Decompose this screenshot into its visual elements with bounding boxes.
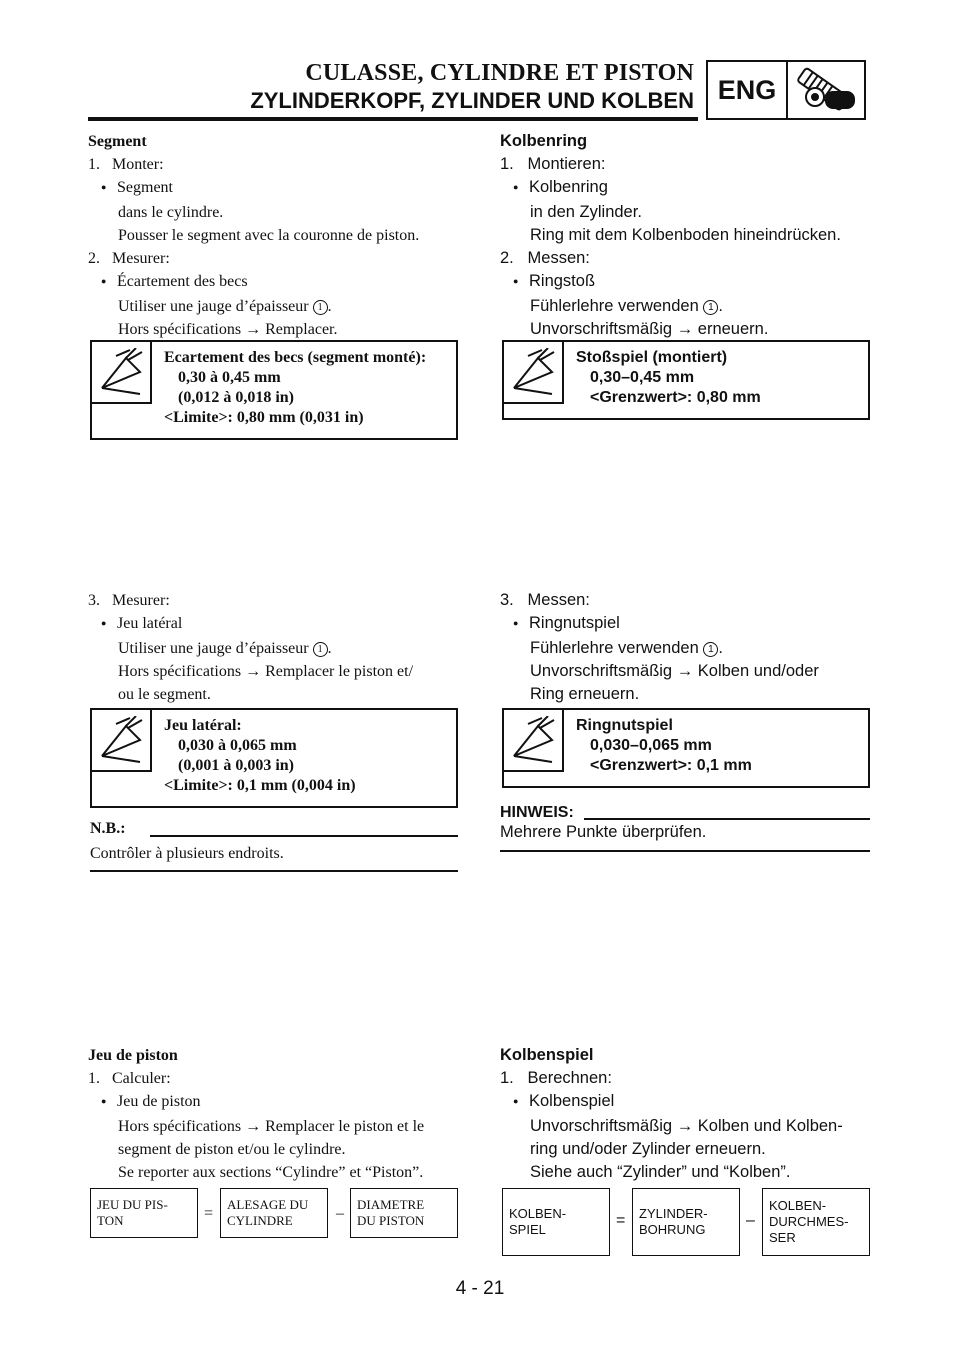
feeler-gauge-icon	[504, 342, 564, 404]
formula-minus: –	[746, 1212, 755, 1229]
step-number: 2.	[500, 249, 514, 267]
bullet-icon	[101, 176, 117, 201]
de-note-label: HINWEIS:	[500, 804, 574, 821]
step-label: Monter:	[112, 156, 164, 173]
bullet-text: Ringstoß	[529, 272, 596, 290]
bullet-text: Jeu latéral	[117, 615, 183, 632]
step-text: Hors spécifications → Remplacer le piston et le	[118, 1118, 425, 1135]
step-text: Pousser le segment avec la couronne de piston.	[118, 227, 420, 244]
feeler-gauge-icon	[92, 342, 152, 404]
header-title-fr: CULASSE, CYLINDRE ET PISTON	[305, 60, 694, 86]
spec-value: 0,030 à 0,065 mm	[178, 737, 297, 754]
fr-section-title: Segment	[88, 133, 147, 150]
formula-text: ZYLINDER-	[639, 1206, 708, 1221]
spec-value: (0,001 à 0,003 in)	[178, 757, 294, 774]
step-text: dans le cylindre.	[118, 204, 224, 221]
formula-minus: –	[336, 1205, 344, 1222]
step-number: 1.	[88, 1070, 100, 1087]
feeler-gauge-icon	[92, 710, 152, 772]
step-text: Unvorschriftsmäßig → Kolben und/oder	[530, 662, 819, 680]
step-text: Unvorschriftsmäßig → erneuern.	[530, 320, 769, 338]
note-rule-top	[584, 818, 870, 820]
formula-box-kolbenspiel	[502, 1188, 610, 1256]
formula-text: SER	[769, 1230, 796, 1245]
engine-wrench-icon	[788, 62, 864, 118]
bullet-icon	[513, 612, 529, 637]
step-text: Hors spécifications → Remplacer.	[118, 321, 338, 338]
spec-limit: <Limite>: 0,80 mm (0,031 in)	[164, 409, 364, 426]
note-rule-top	[150, 835, 458, 837]
formula-box-piston-clearance	[90, 1188, 198, 1238]
formula-equals: =	[616, 1212, 626, 1229]
bullet-icon	[513, 176, 529, 201]
step-text: Siehe auch “Zylinder” und “Kolben”.	[530, 1163, 791, 1181]
de-section-title: Kolbenring	[500, 132, 588, 150]
step-text: Fühlerlehre verwenden	[530, 297, 699, 315]
spec-title: Jeu latéral:	[164, 717, 242, 734]
step-text: Hors spécifications → Remplacer le piston et/	[118, 663, 414, 680]
de-section-ringnutspiel: 3. Messen: ●Ringnutspiel Fühlerlehre verwenden 1 . Unvorschriftsmäßig → Kolben und/oder Ring erneuern.	[500, 589, 870, 706]
fr-spec-box-side-clearance	[90, 708, 458, 808]
step-number: 1.	[500, 1069, 514, 1087]
spec-value: 0,030–0,065 mm	[590, 737, 712, 754]
de-section-title: Kolbenspiel	[500, 1046, 594, 1064]
fr-section-title: Jeu de piston	[88, 1047, 178, 1064]
de-spec-box-ring-gap	[502, 340, 870, 420]
formula-text: BOHRUNG	[639, 1222, 706, 1237]
ref-circle: 1	[703, 300, 718, 315]
formula-text: KOLBEN-	[509, 1206, 567, 1221]
formula-text: DU PISTON	[357, 1213, 425, 1228]
spec-limit: <Grenzwert>: 0,80 mm	[590, 389, 761, 406]
bullet-icon	[101, 270, 117, 295]
step-text: Utiliser une jauge d’épaisseur	[118, 298, 309, 315]
bullet-icon	[101, 612, 117, 637]
spec-value: 0,30 à 0,45 mm	[178, 369, 281, 386]
step-text: Utiliser une jauge d’épaisseur	[118, 640, 309, 657]
formula-box-zylinderbohrung	[632, 1188, 740, 1256]
bullet-text: Écartement des becs	[117, 273, 248, 290]
formula-box-piston-diameter	[350, 1188, 458, 1238]
step-text: in den Zylinder.	[530, 203, 642, 221]
spec-title: Stoßspiel (montiert)	[576, 349, 728, 366]
header-rule	[88, 117, 698, 121]
fr-note-label: N.B.:	[90, 820, 126, 837]
formula-text: ALESAGE DU	[227, 1197, 309, 1212]
step-text: Unvorschriftsmäßig → Kolben und Kolben-	[530, 1117, 843, 1135]
formula-text: TON	[97, 1213, 124, 1228]
de-section-kolbenspiel	[500, 1044, 870, 1184]
fr-note-text: Contrôler à plusieurs endroits.	[90, 845, 284, 862]
de-section-kolbenring: Kolbenring 1. Montieren: ●Kolbenring in den Zylinder. Ring mit dem Kolbenboden hineindrücken. 2. Messen: ●Ringstoß Fühlerlehre verwenden 1 . Unvorschriftsmäßig → erneuern.	[500, 130, 870, 341]
ref-circle: 1	[313, 300, 328, 315]
fr-section-side-clearance: 3. Mesurer: ●Jeu latéral Utiliser une jauge d’épaisseur 1 . Hors spécifications → Remplacer le piston et/ ou le segment.	[88, 589, 458, 706]
ref-circle: 1	[703, 642, 718, 657]
bullet-icon	[513, 270, 529, 295]
bullet-icon	[101, 1090, 117, 1115]
ref-circle: 1	[313, 642, 328, 657]
step-number: 1.	[500, 155, 514, 173]
step-number: 3.	[500, 591, 514, 609]
step-text: Ring erneuern.	[530, 685, 640, 703]
formula-text: DURCHMES-	[769, 1214, 849, 1229]
formula-text: SPIEL	[509, 1222, 546, 1237]
bullet-text: Kolbenring	[529, 178, 608, 196]
bullet-text: Ringnutspiel	[529, 614, 620, 632]
step-text: ou le segment.	[118, 686, 211, 703]
bullet-icon	[513, 1090, 529, 1115]
bullet-text: Kolbenspiel	[529, 1092, 615, 1110]
header-title-de: ZYLINDERKOPF, ZYLINDER UND KOLBEN	[250, 88, 694, 113]
spec-limit: <Grenzwert>: 0,1 mm	[590, 757, 752, 774]
spec-title: Ecartement des becs (segment monté):	[164, 349, 427, 366]
step-text: Fühlerlehre verwenden	[530, 639, 699, 657]
de-spec-box-ringnutspiel	[502, 708, 870, 788]
fr-section-segment: Segment 1. Monter: ●Segment dans le cylindre. Pousser le segment avec la couronne de piston. 2. Mesurer: ●Écartement des becs Utiliser une jauge d’épaisseur 1 . Hors spécifications → Remplacer.	[88, 130, 458, 341]
formula-text: KOLBEN-	[769, 1198, 827, 1213]
step-text: Se reporter aux sections “Cylindre” et “Piston”.	[118, 1164, 424, 1181]
step-text: Ring mit dem Kolbenboden hineindrücken.	[530, 226, 841, 244]
spec-value: 0,30–0,45 mm	[590, 369, 695, 386]
eng-label: ENG	[708, 62, 788, 118]
step-label: Messen:	[527, 591, 590, 609]
step-label: Calculer:	[112, 1070, 171, 1087]
step-label: Messen:	[527, 249, 590, 267]
formula-text: JEU DU PIS-	[97, 1197, 168, 1212]
formula-box-bore	[220, 1188, 328, 1238]
bullet-text: Segment	[117, 179, 173, 196]
eng-badge	[706, 60, 866, 120]
step-number: 1.	[88, 156, 100, 173]
fr-section-piston-clearance	[88, 1044, 458, 1184]
feeler-gauge-icon	[504, 710, 564, 772]
spec-value: (0,012 à 0,018 in)	[178, 389, 294, 406]
note-rule-bottom	[500, 850, 870, 852]
spec-limit: <Limite>: 0,1 mm (0,004 in)	[164, 777, 356, 794]
formula-box-kolbendurchmesser	[762, 1188, 870, 1256]
de-note-text: Mehrere Punkte überprüfen.	[500, 823, 707, 841]
fr-spec-box-ring-gap	[90, 340, 458, 440]
formula-equals: =	[204, 1205, 214, 1222]
note-rule-bottom	[90, 870, 458, 872]
bullet-text: Jeu de piston	[117, 1093, 201, 1110]
step-label: Mesurer:	[112, 592, 170, 609]
formula-text: CYLINDRE	[227, 1213, 293, 1228]
step-text: segment de piston et/ou le cylindre.	[118, 1141, 346, 1158]
step-number: 2.	[88, 250, 100, 267]
step-number: 3.	[88, 592, 100, 609]
formula-text: DIAMETRE	[357, 1197, 425, 1212]
page-number: 4 - 21	[455, 1278, 505, 1299]
step-text: ring und/oder Zylinder erneuern.	[530, 1140, 766, 1158]
step-label: Berechnen:	[527, 1069, 612, 1087]
step-label: Montieren:	[527, 155, 606, 173]
spec-title: Ringnutspiel	[576, 717, 673, 734]
step-label: Mesurer:	[112, 250, 170, 267]
